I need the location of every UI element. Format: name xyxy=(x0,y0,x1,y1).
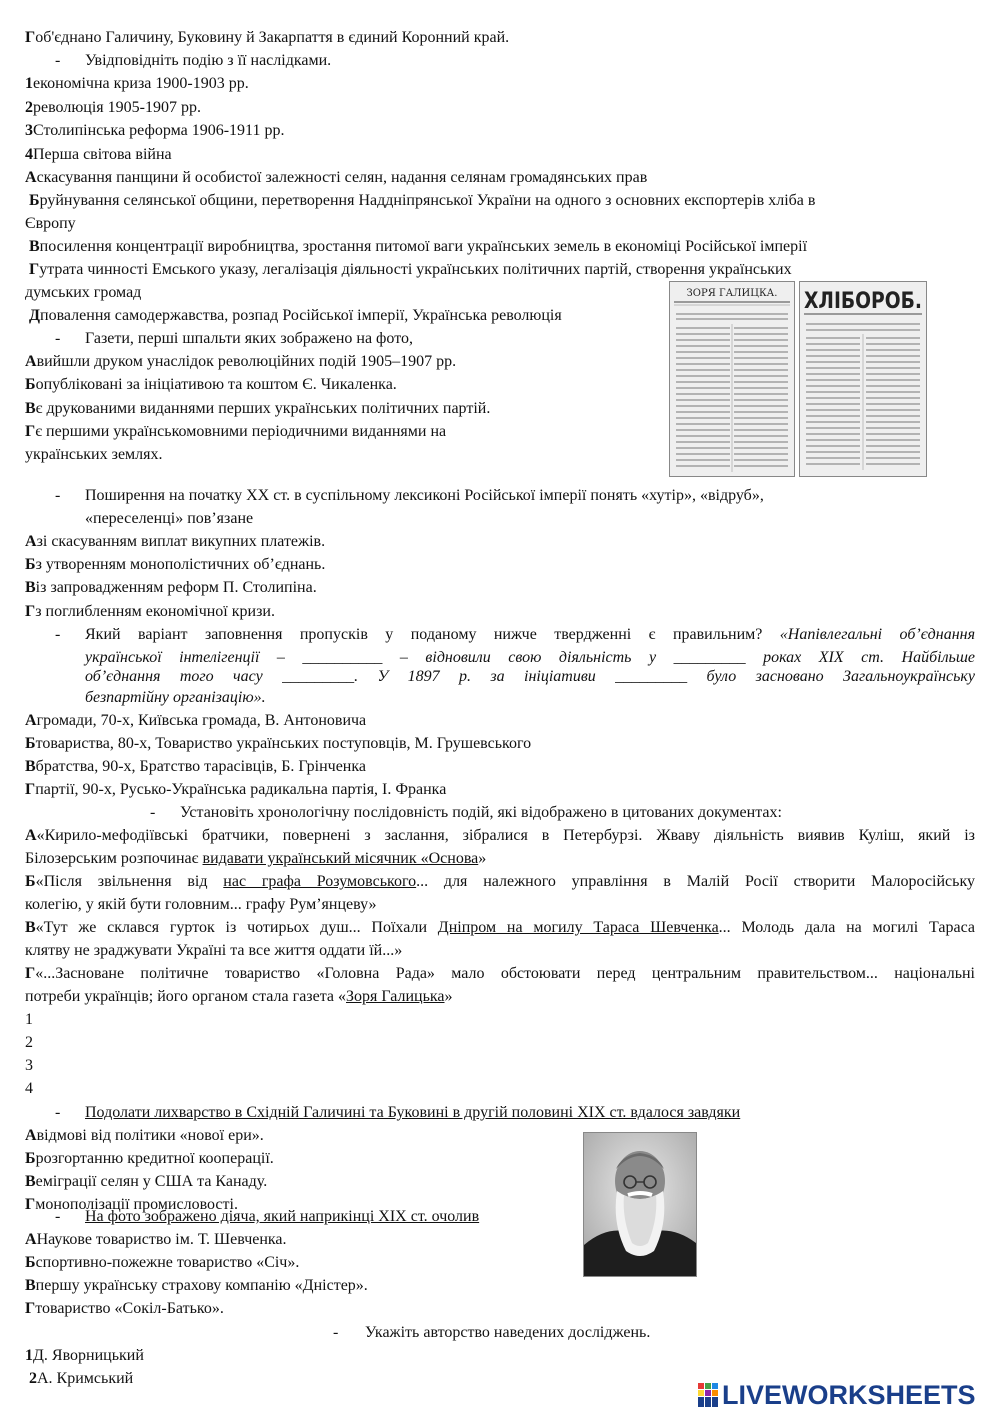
option-letter: Б xyxy=(25,735,36,752)
q1-answer-g-cont: думських громад xyxy=(25,284,142,301)
option-letter: В xyxy=(29,238,40,255)
option-text: товариства, 80-х, Товариство українських поступовців, М. Грушевського xyxy=(35,735,532,752)
q4-quote-4: безпартійну організацію». xyxy=(85,689,266,706)
item-text: революція 1905-1907 рр. xyxy=(33,99,201,116)
option-text: об'єднано Галичину, Буковину й Закарпаття в єдиний Коронний край. xyxy=(35,29,510,46)
doc-text: ... Молодь дала на могилі Тараса xyxy=(718,919,975,936)
option-text: зі скасуванням виплат викупних платежів. xyxy=(36,533,326,550)
option-text: відмові від політики «нової ери». xyxy=(36,1127,264,1144)
option-letter: А xyxy=(25,827,37,844)
option-letter: Г xyxy=(25,1300,36,1317)
option-letter: Б xyxy=(25,556,36,573)
q7-answer-v xyxy=(25,1274,368,1298)
liveworksheets-logo xyxy=(697,1380,976,1410)
option-letter: Г xyxy=(25,781,36,798)
q3-answer-v xyxy=(25,576,317,600)
option-text: Наукове товариство ім. Т. Шевченка. xyxy=(36,1231,287,1248)
q5-doc-b-line1 xyxy=(25,870,975,894)
q8-prompt: Укажіть авторство наведених досліджень. xyxy=(365,1324,651,1341)
liveworksheets-logo-icon xyxy=(697,1382,719,1408)
q4-quote-1: «Напівлегальні об’єднання xyxy=(779,626,976,643)
item-number: 2 xyxy=(25,99,33,116)
option-letter: А xyxy=(25,533,37,550)
option-text: опубліковані за ініціативою та коштом Є. Чикаленка. xyxy=(35,376,397,393)
option-letter: В xyxy=(25,1277,36,1294)
q5-doc-a-line1 xyxy=(25,824,975,848)
q4-quote-2: української інтелігенції – __________ – відновили свою діяльність у _________ роках XIX ст. Найбільше xyxy=(85,649,975,666)
q7-answer-g xyxy=(25,1297,224,1321)
q6-answer-v xyxy=(25,1170,267,1194)
option-text: спортивно-пожежне товариство «Січ». xyxy=(35,1254,300,1271)
intro-line xyxy=(25,26,509,50)
q5-doc-v-line1 xyxy=(25,916,975,940)
q1-answer-v xyxy=(29,235,807,259)
q5-order-2: 2 xyxy=(25,1034,33,1051)
option-text: утрата чинності Емського указу, легалізація діяльності українських політичних партій, створення українських xyxy=(39,261,792,278)
q4-answer-a xyxy=(25,709,366,733)
newspaper-zorya-photo xyxy=(669,281,795,477)
q2-dash: - xyxy=(55,330,61,347)
option-letter: В xyxy=(25,400,36,417)
option-letter: Б xyxy=(25,1254,36,1271)
item-number: 1 xyxy=(25,75,33,92)
option-text: з утворенням монополістичних об’єднань. xyxy=(35,556,326,573)
q7-answer-a xyxy=(25,1228,287,1252)
q1-answer-d xyxy=(29,304,562,328)
doc-underlined: Дніпром на могилу Тараса Шевченка xyxy=(437,919,719,936)
q7-prompt: На фото зображено діяча, який наприкінці XIX ст. очолив xyxy=(85,1208,480,1225)
doc-text: » xyxy=(444,988,453,1005)
q5-doc-a-line2 xyxy=(25,847,486,871)
option-text: першу українську страхову компанію «Дністер». xyxy=(35,1277,368,1294)
q3-answer-g xyxy=(25,600,275,624)
item-text: Столипінська реформа 1906-1911 рр. xyxy=(33,122,285,139)
option-letter: В xyxy=(25,758,36,775)
q5-doc-g-line2 xyxy=(25,985,453,1009)
q3-answer-a xyxy=(25,530,325,554)
option-letter: А xyxy=(25,712,37,729)
option-letter: Г xyxy=(25,603,36,620)
q1-item-3 xyxy=(25,119,284,143)
q4-answer-v xyxy=(25,755,366,779)
q1-dash: - xyxy=(55,52,61,69)
option-text: вийшли друком унаслідок революційних подій 1905–1907 рр. xyxy=(36,353,457,370)
q1-item-4 xyxy=(25,143,172,167)
q1-item-2 xyxy=(25,96,201,120)
q1-answer-a xyxy=(25,166,647,190)
q7-answer-b xyxy=(25,1251,299,1275)
q5-dash: - xyxy=(150,804,156,821)
q3-dash: - xyxy=(55,487,61,504)
option-text: монополізації промисловості. xyxy=(35,1196,238,1213)
item-text: економічна криза 1900-1903 рр. xyxy=(33,75,249,92)
option-text: посилення концентрації виробництва, зростання питомої ваги українських земель в економіці Російської імперії xyxy=(39,238,808,255)
portrait-image xyxy=(584,1133,696,1276)
option-letter: Г xyxy=(25,423,36,440)
newspaper-khliborob-image xyxy=(800,282,926,476)
q4-prompt-line1 xyxy=(85,623,975,647)
option-letter: Б xyxy=(25,1150,36,1167)
item-number: 2 xyxy=(29,1370,37,1387)
option-letter: В xyxy=(25,579,36,596)
option-text: братства, 90-х, Братство тарасівців, Б. Грінченка xyxy=(35,758,366,775)
q8-item-1 xyxy=(25,1344,144,1368)
q5-order-4: 4 xyxy=(25,1080,33,1097)
option-letter: Г xyxy=(25,1196,36,1213)
option-text: еміграції селян у США та Канаду. xyxy=(35,1173,268,1190)
option-text: є друкованими виданнями перших українських політичних партій. xyxy=(35,400,491,417)
liveworksheets-logo-text: LIVEWORKSHEETS xyxy=(722,1380,976,1410)
item-number: 1 xyxy=(25,1347,33,1364)
option-letter: Б xyxy=(25,376,36,393)
q6-dash: - xyxy=(55,1104,61,1121)
item-text: А. Кримський xyxy=(37,1370,134,1387)
q1-prompt: Увідповідніть подію з її наслідками. xyxy=(85,52,332,69)
option-text: повалення самодержавства, розпад Російської імперії, Українська революція xyxy=(40,307,562,324)
q5-doc-b-line2: колегію, у якій бути головним... графу Рум’янцеву» xyxy=(25,896,377,913)
item-text: Перша світова війна xyxy=(33,146,172,163)
item-number: 3 xyxy=(25,122,33,139)
doc-text: потреби українців; його органом стала газета « xyxy=(25,988,346,1005)
doc-text: «Тут же склався гурток із чотирьох душ... Поїхали xyxy=(35,919,438,936)
q5-order-3: 3 xyxy=(25,1057,33,1074)
option-letter: А xyxy=(25,353,37,370)
q3-prompt-line2: «переселенці» пов’язане xyxy=(85,510,254,527)
doc-text: «...Засноване політичне товариство «Головна Рада» мало обстоювати перед центральним правительством... національні xyxy=(35,965,975,982)
q8-item-2 xyxy=(29,1367,133,1391)
option-text: з поглибленням економічної кризи. xyxy=(35,603,275,620)
option-text: є першими українськомовними періодичними виданнями на xyxy=(35,423,447,440)
item-text: Д. Яворницький xyxy=(33,1347,144,1364)
option-letter: А xyxy=(25,1127,37,1144)
q5-doc-v-line2: клятву не зраджувати Україні та все життя оддати їй...» xyxy=(25,942,403,959)
option-text: «Кирило-мефодіївські братчики, повернені з заслання, зібралися в Петербурзі. Жваву діяльність виявив Куліш, який із xyxy=(36,827,975,844)
option-text: товариство «Сокіл-Батько». xyxy=(35,1300,224,1317)
q4-answer-g xyxy=(25,778,446,802)
doc-underlined: Зоря Галицька xyxy=(346,988,445,1005)
option-letter: Б xyxy=(29,192,40,209)
q2-prompt: Газети, перші шпальти яких зображено на фото, xyxy=(85,330,413,347)
doc-text: ... для належного управління в Малій Росії створити Малоросійську xyxy=(416,873,975,890)
q2-answer-g xyxy=(25,420,446,444)
q3-answer-b xyxy=(25,553,325,577)
item-number: 4 xyxy=(25,146,33,163)
q1-answer-g xyxy=(29,258,792,282)
q1-answer-b-cont: Європу xyxy=(25,215,76,232)
option-text: громади, 70-х, Київська громада, В. Антоновича xyxy=(36,712,367,729)
newspaper-zorya-title: ЗОРЯ ГАЛИЦКА. xyxy=(686,288,778,299)
newspaper-khliborob-photo xyxy=(799,281,927,477)
option-letter: Г xyxy=(25,29,36,46)
q7-dash: - xyxy=(55,1208,61,1225)
newspaper-zorya-image xyxy=(670,282,794,476)
q6-prompt: Подолати лихварство в Східній Галичині та Буковині в другій половині XIX ст. вдалося завдяки xyxy=(85,1104,741,1121)
q1-answer-b xyxy=(29,189,815,213)
q5-doc-g-line1 xyxy=(25,962,975,986)
q4-quote-3: об’єднання того часу _________. У 1897 р. за ініціативи _________ було засновано Загальноукраїнську xyxy=(85,668,975,685)
option-text: руйнування селянської общини, перетворення Наддніпрянської України на одного з основних експортерів хліба в xyxy=(39,192,816,209)
option-letter: Г xyxy=(25,965,36,982)
q5-prompt: Установіть хронологічну послідовність подій, які відображено в цитованих документах: xyxy=(180,804,782,821)
doc-text: » xyxy=(478,850,487,867)
option-letter: А xyxy=(25,1231,37,1248)
q1-item-1 xyxy=(25,72,249,96)
option-text: розгортанню кредитної кооперації. xyxy=(35,1150,274,1167)
option-letter: В xyxy=(25,1173,36,1190)
doc-underlined: видавати український місячник «Основа xyxy=(202,850,479,867)
q2-answer-b xyxy=(25,373,397,397)
option-text: із запровадженням реформ П. Столипіна. xyxy=(35,579,317,596)
q6-answer-a xyxy=(25,1124,264,1148)
option-letter: В xyxy=(25,919,36,936)
q2-answer-a xyxy=(25,350,456,374)
q6-answer-b xyxy=(25,1147,274,1171)
option-text: скасування панщини й особистої залежності селян, надання селянам громадянських прав xyxy=(36,169,648,186)
q2-answer-g-cont: українських землях. xyxy=(25,446,163,463)
option-letter: А xyxy=(25,169,37,186)
q4-dash: - xyxy=(55,626,61,643)
q5-order-1: 1 xyxy=(25,1011,33,1028)
option-letter: Г xyxy=(29,261,40,278)
q8-dash: - xyxy=(333,1324,339,1341)
q4-prompt-plain: Який варіант заповнення пропусків у поданому нижче твердженні є правильним? xyxy=(85,626,763,643)
option-letter: Д xyxy=(29,307,41,324)
newspaper-khliborob-title: ХЛІБОРОБ. xyxy=(804,289,922,314)
q4-answer-b xyxy=(25,732,531,756)
q3-prompt-line1: Поширення на початку ХХ ст. в суспільному лексиконі Російської імперії понять «хутір», «відруб», xyxy=(85,487,764,504)
option-text: партії, 90-х, Русько-Українська радикальна партія, І. Франка xyxy=(35,781,447,798)
doc-underlined: нас графа Розумовського xyxy=(223,873,417,890)
doc-text: Білозерським розпочинає xyxy=(25,850,203,867)
option-letter: Б xyxy=(25,873,36,890)
doc-text: «Після звільнення від xyxy=(35,873,224,890)
q2-answer-v xyxy=(25,397,490,421)
portrait-photo xyxy=(583,1132,697,1277)
